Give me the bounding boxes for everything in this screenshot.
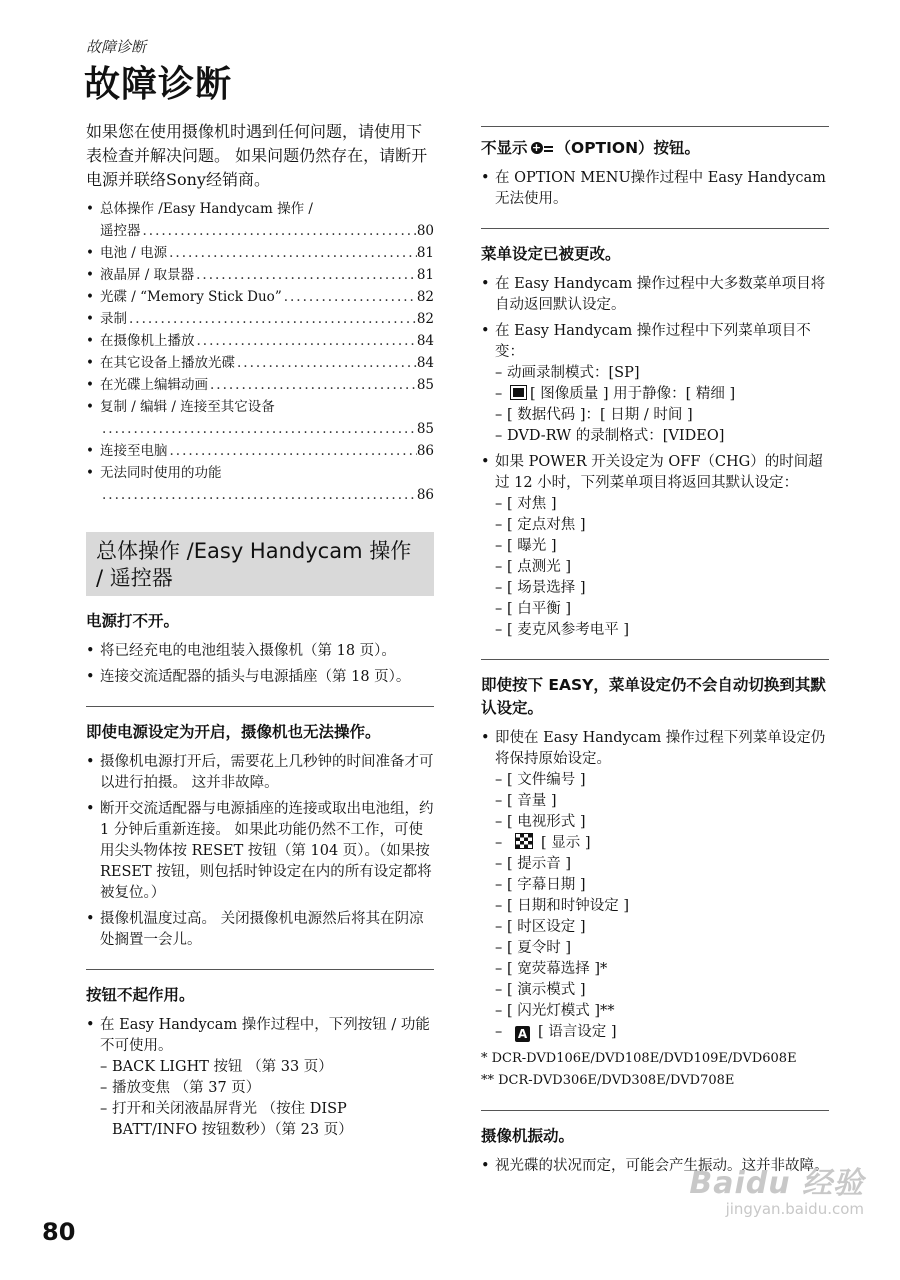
problem-heading: 按钮不起作用。 xyxy=(86,986,195,1004)
sub-list-item: – [ 曝光 ] xyxy=(495,536,829,557)
sub-list-item: – [ 对焦 ] xyxy=(495,494,829,515)
section-heading: 总体操作 /Easy Handycam 操作 / 遥控器 xyxy=(86,532,434,596)
toc-item-line1: • 总体操作 /Easy Handycam 操作 / xyxy=(100,201,313,217)
problem-heading: 摄像机振动。 xyxy=(481,1127,575,1145)
toc-item-label: • 液晶屏 / 取景器 xyxy=(100,267,195,283)
sub-list-item: – [ 文件编号 ] xyxy=(495,770,829,791)
sub-list-item: – 播放变焦 （第 37 页） xyxy=(100,1078,434,1099)
list-item-text: • 在 Easy Handycam 操作过程中，下列按钮 / 功能不可使用。 xyxy=(100,1017,430,1054)
toc-item-line1: • 无法同时使用的功能 xyxy=(100,465,222,481)
page-number: 80 xyxy=(42,1218,76,1246)
solution-list xyxy=(481,728,829,1043)
sub-list-item: – [ 演示模式 ] xyxy=(495,980,829,1001)
image-quality-icon xyxy=(510,385,527,400)
watermark xyxy=(689,1158,864,1218)
list-item: • 将已经充电的电池组装入摄像机（第 18 页）。 xyxy=(86,641,434,662)
option-icon: + xyxy=(530,139,554,157)
footnote: ** DCR-DVD306E/DVD308E/DVD708E xyxy=(481,1073,735,1088)
watermark-brand: Baidu 经验 xyxy=(689,1166,864,1201)
toc-item[interactable] xyxy=(86,396,434,440)
toc-item[interactable] xyxy=(86,286,434,308)
toc-item-label: • 在其它设备上播放光碟 xyxy=(100,355,235,371)
sub-list-item: – [ 白平衡 ] xyxy=(495,599,829,620)
sub-list-item: – [ 夏令时 ] xyxy=(495,938,829,959)
divider xyxy=(481,659,829,660)
solution-list xyxy=(86,752,434,951)
divider xyxy=(481,228,829,229)
sub-list-item: – [ 时区设定 ] xyxy=(495,917,829,938)
right-column xyxy=(481,120,829,1182)
sub-list-item xyxy=(495,1022,829,1043)
sub-list-item: – BACK LIGHT 按钮 （第 33 页） xyxy=(100,1057,434,1078)
sub-list-item xyxy=(495,833,829,854)
sub-list xyxy=(495,494,829,641)
toc-item-line1: • 复制 / 编辑 / 连接至其它设备 xyxy=(100,399,275,415)
solution-list xyxy=(481,274,829,641)
sub-list-item: – [ 音量 ] xyxy=(495,791,829,812)
list-item xyxy=(481,728,829,1043)
toc-item[interactable] xyxy=(86,264,434,286)
toc-item-label: • 在光碟上编辑动画 xyxy=(100,377,208,393)
toc-item-page: 82 xyxy=(416,311,434,327)
heading-text-pre: 不显示 xyxy=(481,139,528,157)
divider xyxy=(86,706,434,707)
list-item-text: • 如果 POWER 开关设定为 OFF（CHG）的时间超过 12 小时，下列菜单项目将返回其默认设定： xyxy=(495,454,823,491)
solution-list xyxy=(86,641,434,688)
sub-list-item: – 打开和关闭液晶屏背光 （按住 DISP BATT/INFO 按钮数秒）（第 23 页） xyxy=(100,1099,434,1141)
watermark-url: jingyan.baidu.com xyxy=(725,1200,864,1218)
toc-item-label: • 电池 / 电源 xyxy=(100,245,168,261)
list-item-text: • 即使在 Easy Handycam 操作过程下列菜单设定仍将保持原始设定。 xyxy=(495,730,826,767)
toc-item[interactable] xyxy=(86,440,434,462)
toc-item[interactable] xyxy=(86,242,434,264)
list-item: • 视光碟的状况而定，可能会产生振动。这并非故障。 xyxy=(481,1156,829,1177)
list-item xyxy=(481,452,829,641)
toc-item-page: 84 xyxy=(416,355,434,371)
sub-list-item: – [ 场景选择 ] xyxy=(495,578,829,599)
sub-list-item-text: [ 显示 ] xyxy=(541,835,591,851)
sub-list-item: – [ 字幕日期 ] xyxy=(495,875,829,896)
toc-item[interactable] xyxy=(86,374,434,396)
sub-list xyxy=(495,363,829,447)
toc-item-page: 84 xyxy=(416,333,434,349)
display-pattern-icon xyxy=(515,833,533,849)
sub-list-item: – [ 点测光 ] xyxy=(495,557,829,578)
toc-item-label: 遥控器 xyxy=(100,223,141,239)
sub-list xyxy=(495,770,829,1043)
list-item: • 摄像机电源打开后，需要花上几秒钟的时间准备才可以进行拍摄。 这并非故障。 xyxy=(86,752,434,794)
sub-list-item: – [ 电视形式 ] xyxy=(495,812,829,833)
sub-list-item: – [ 提示音 ] xyxy=(495,854,829,875)
left-column xyxy=(86,120,434,1146)
sub-list-item-text: [ 语言设定 ] xyxy=(538,1024,617,1040)
sub-list-item: – [ 日期和时钟设定 ] xyxy=(495,896,829,917)
heading-text-post: （OPTION）按钮。 xyxy=(555,139,701,157)
divider xyxy=(481,1110,829,1111)
language-a-icon: A xyxy=(515,1026,530,1042)
sub-list-item-text: [ 图像质量 ] 用于静像：[ 精细 ] xyxy=(530,386,736,402)
list-item: • 在 Easy Handycam 操作过程中大多数菜单项目将自动返回默认设定。 xyxy=(481,274,829,316)
list-item: • 在 OPTION MENU操作过程中 Easy Handycam 无法使用。 xyxy=(481,168,829,210)
sub-list-item: – [ 麦克风参考电平 ] xyxy=(495,620,829,641)
table-of-contents xyxy=(86,198,434,506)
running-header: 故障诊断 xyxy=(86,38,147,56)
toc-item[interactable] xyxy=(86,308,434,330)
toc-item-page: 82 xyxy=(416,289,434,305)
toc-item-page: 86 xyxy=(416,487,434,503)
toc-item[interactable] xyxy=(86,330,434,352)
toc-item-page: 85 xyxy=(416,421,434,437)
solution-list xyxy=(481,168,829,210)
problem-heading: 电源打不开。 xyxy=(86,612,180,630)
problem-heading: 即使电源设定为开启，摄像机也无法操作。 xyxy=(86,723,381,741)
problem-heading xyxy=(481,137,829,160)
sub-list-item: – [ 闪光灯模式 ]** xyxy=(495,1001,829,1022)
sub-list-item: – [ 宽荧幕选择 ]* xyxy=(495,959,829,980)
problem-heading: 即使按下 EASY，菜单设定仍不会自动切换到其默认设定。 xyxy=(481,676,826,717)
solution-list xyxy=(86,1015,434,1141)
sub-list-item: – [ 定点对焦 ] xyxy=(495,515,829,536)
toc-item[interactable] xyxy=(86,462,434,506)
divider xyxy=(481,126,829,127)
list-item-text: • 在 Easy Handycam 操作过程中下列菜单项目不变： xyxy=(495,323,811,360)
problem-heading: 菜单设定已被更改。 xyxy=(481,245,621,263)
sub-list xyxy=(100,1057,434,1141)
list-item: • 断开交流适配器与电源插座的连接或取出电池组，约 1 分钟后重新连接。 如果此功能仍然不工作，可使用尖头物体按 RESET 按钮（第 104 页）。（如果按 RESET 按钮，则包括时钟设定在内的所有设定都将被复位。） xyxy=(86,799,434,904)
toc-item-page: 86 xyxy=(416,443,434,459)
sub-list-item: – 动画录制模式：[SP] xyxy=(495,363,829,384)
toc-item-label: • 在摄像机上播放 xyxy=(100,333,195,349)
toc-item[interactable] xyxy=(86,352,434,374)
footnote: * DCR-DVD106E/DVD108E/DVD109E/DVD608E xyxy=(481,1051,797,1066)
toc-item[interactable] xyxy=(86,198,434,242)
divider xyxy=(86,969,434,970)
sub-list-item: – [ 数据代码 ]：[ 日期 / 时间 ] xyxy=(495,405,829,426)
toc-item-page: 80 xyxy=(416,223,434,239)
toc-item-label: • 连接至电脑 xyxy=(100,443,168,459)
list-item xyxy=(481,321,829,447)
page-title: 故障诊断 xyxy=(84,64,233,105)
list-item xyxy=(86,1015,434,1141)
toc-item-page: 85 xyxy=(416,377,434,393)
sub-list-item xyxy=(495,384,829,405)
intro-paragraph: 如果您在使用摄像机时遇到任何问题，请使用下表检查并解决问题。 如果问题仍然存在，请断开电源并联络Sony经销商。 xyxy=(86,122,428,189)
list-item: • 连接交流适配器的插头与电源插座（第 18 页）。 xyxy=(86,667,434,688)
sub-list-item: – DVD-RW 的录制格式：[VIDEO] xyxy=(495,426,829,447)
toc-item-label: • 录制 xyxy=(100,311,127,327)
toc-item-label: • 光碟 / “Memory Stick Duo” xyxy=(100,289,282,305)
toc-item-page: 81 xyxy=(416,267,434,283)
list-item: • 摄像机温度过高。 关闭摄像机电源然后将其在阴凉处搁置一会儿。 xyxy=(86,909,434,951)
toc-item-page: 81 xyxy=(416,245,434,261)
